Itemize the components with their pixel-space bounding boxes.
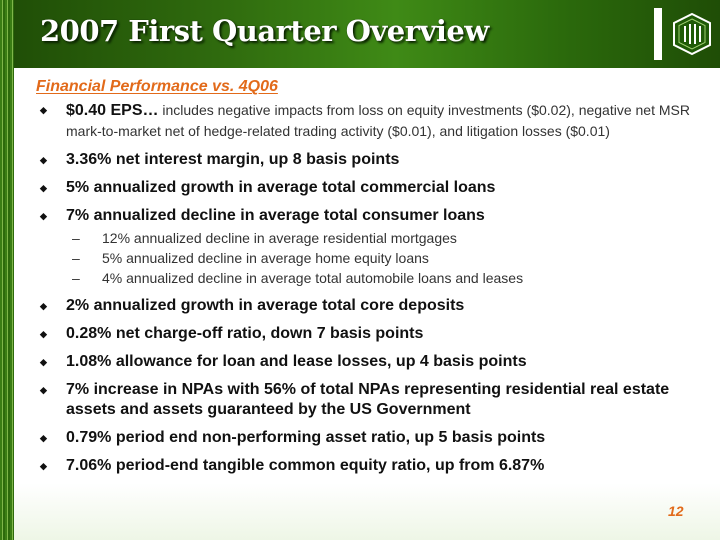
bullet-bold-text: $0.40 EPS… [66, 102, 159, 119]
bullet-item [36, 178, 696, 198]
slide-content [36, 78, 696, 484]
company-logo-icon [672, 12, 712, 56]
diamond-bullet-icon: ◆ [40, 357, 47, 367]
bullet-bold-text: 0.79% period end non-performing asset ratio, up 5 basis points [66, 429, 546, 446]
bullet-item [36, 428, 696, 448]
header-divider [654, 8, 662, 60]
diamond-bullet-icon: ◆ [40, 461, 47, 471]
bullet-bold-text: 0.28% net charge-off ratio, down 7 basis points [66, 325, 424, 342]
dash-bullet-icon: – [72, 270, 80, 286]
bullet-bold-text: 7% annualized decline in average total consumer loans [66, 207, 485, 224]
bullet-bold-text: 2% annualized growth in average total core deposits [66, 297, 465, 314]
diamond-bullet-icon: ◆ [40, 155, 47, 165]
bullet-item [36, 380, 696, 420]
bullet-item [36, 150, 696, 170]
sub-bullet-text: 12% annualized decline in average residential mortgages [102, 230, 457, 246]
diamond-bullet-icon: ◆ [40, 301, 47, 311]
section-heading: Financial Performance vs. 4Q06 [36, 78, 278, 95]
sub-bullet-text: 5% annualized decline in average home equity loans [102, 250, 429, 266]
bullet-list [36, 100, 696, 476]
bullet-bold-text: 7% increase in NPAs with 56% of total NPAs representing residential real estate assets and assets guaranteed by the US Government [66, 381, 670, 418]
sub-bullet-text: 4% annualized decline in average total automobile loans and leases [102, 270, 524, 286]
bullet-item [36, 296, 696, 316]
diamond-bullet-icon: ◆ [40, 385, 47, 395]
bullet-bold-text: 5% annualized growth in average total commercial loans [66, 179, 496, 196]
sub-bullet-item [66, 228, 696, 248]
bullet-bold-text: 3.36% net interest margin, up 8 basis points [66, 151, 400, 168]
bullet-bold-text: 7.06% period-end tangible common equity ratio, up from 6.87% [66, 457, 545, 474]
slide-title: 2007 First Quarter Overview [40, 14, 489, 48]
diamond-bullet-icon: ◆ [40, 183, 47, 193]
bullet-item [36, 206, 696, 288]
diamond-bullet-icon: ◆ [40, 211, 47, 221]
bullet-detail-text: includes negative impacts from loss on equity investments ($0.02), negative net MSR mark-to-market net of hedge-related trading activity ($0.01), and litigation losses ($0.01) [66, 102, 690, 139]
diamond-bullet-icon: ◆ [40, 105, 47, 115]
page-number: 12 [668, 503, 684, 519]
bullet-bold-text: 1.08% allowance for loan and lease losses, up 4 basis points [66, 353, 527, 370]
left-stripe-band [0, 0, 14, 540]
diamond-bullet-icon: ◆ [40, 329, 47, 339]
bullet-item [36, 456, 696, 476]
diamond-bullet-icon: ◆ [40, 433, 47, 443]
dash-bullet-icon: – [72, 230, 80, 246]
dash-bullet-icon: – [72, 250, 80, 266]
sub-bullet-list [66, 228, 696, 288]
sub-bullet-item [66, 268, 696, 288]
bullet-item [36, 100, 696, 142]
sub-bullet-item [66, 248, 696, 268]
bullet-item [36, 324, 696, 344]
bullet-item [36, 352, 696, 372]
